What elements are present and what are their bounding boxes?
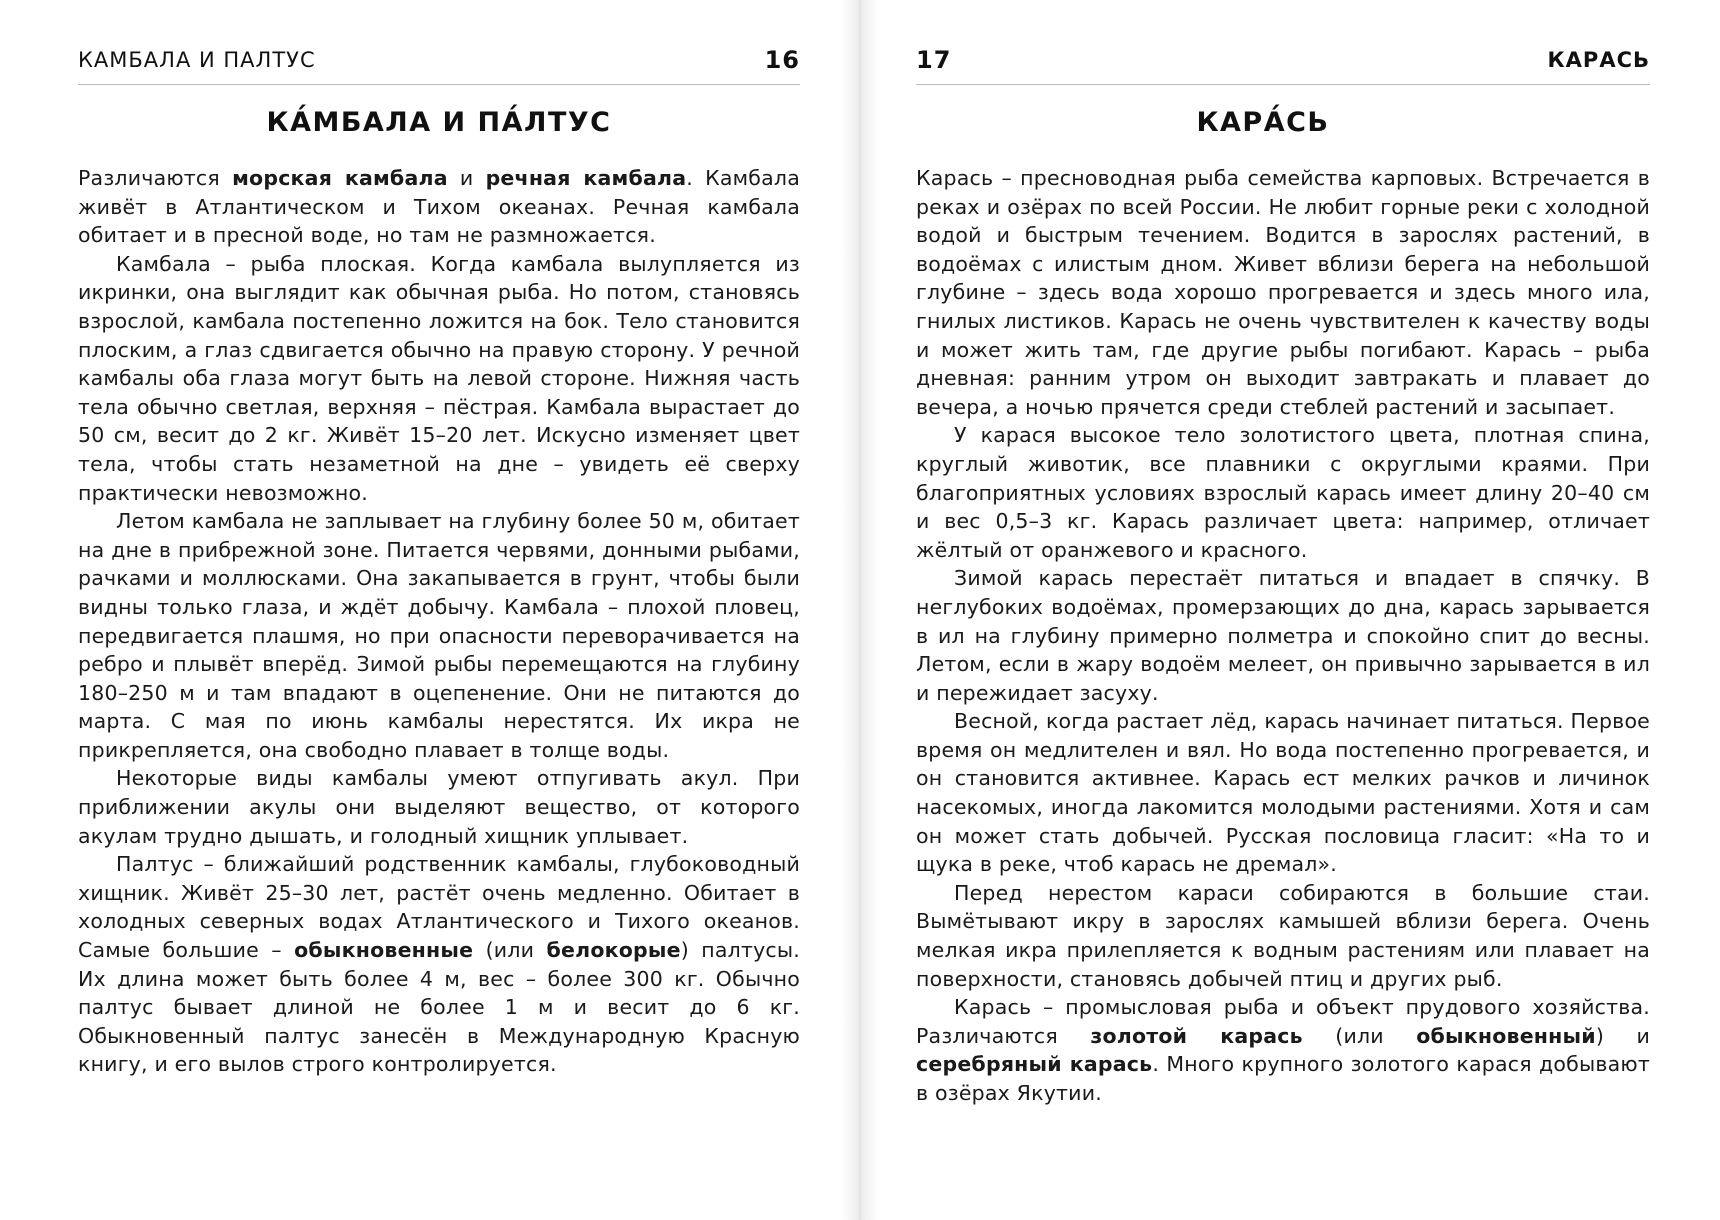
paragraph <box>916 879 1650 993</box>
bold-term: речная камбала <box>485 166 687 190</box>
text-run: У карася высокое тело золотистого цвета, плотная спина, круглый животик, все плавники с округлыми краями. При благоприятных условиях взрослый карась имеет длину 20–40 см и вес 0,5–3 кг. Карась различает цвета: например, отличает жёлтый от оранжевого и красного. <box>916 423 1650 562</box>
text-run: (или <box>1302 1023 1417 1048</box>
paragraph <box>916 164 1650 421</box>
right-page <box>860 0 1720 1220</box>
right-article-title: КАРА́СЬ <box>1196 107 1330 138</box>
text-run: . Камбала живёт в Атлантическом и Тихом океанах. Речная камбала обитает и в пресной воде, но там не размножается. <box>78 166 800 248</box>
text-run: Различаются <box>78 166 233 190</box>
bold-term: серебряный карась <box>916 1052 1153 1077</box>
left-header-rule <box>78 84 800 85</box>
paragraph <box>916 993 1650 1107</box>
right-running-title: КАРАСЬ <box>1547 48 1650 72</box>
left-running-head <box>78 42 800 78</box>
paragraph <box>916 707 1650 879</box>
bold-term: белокорые <box>546 938 681 963</box>
right-header-rule <box>916 84 1650 85</box>
paragraph <box>78 764 800 850</box>
right-page-number: 17 <box>916 46 952 74</box>
text-run: Зимой карась перестаёт питаться и впадает в спячку. В неглубоких водоёмах, промерзающих до дна, карась зарывается в ил на глубину примерно полметра и спокойно спит до весны. Летом, если в жару водоём мелеет, он привычно зарывается в ил и пережидает засуху. <box>916 566 1650 705</box>
bold-term: обыкновенные <box>294 938 474 963</box>
paragraph <box>916 564 1650 707</box>
bold-term: обыкновенный <box>1416 1023 1596 1048</box>
right-running-head <box>916 42 1650 78</box>
text-run: Летом камбала не заплывает на глубину более 50 м, обитает на дне в прибрежной зоне. Питается червями, донными рыбами, рачками и моллюсками. Она закапывается в грунт, чтобы были видны только глаза, и ждёт добычу. Камбала – плохой пловец, передвигается плашмя, но при опасности переворачивается на ребро и плывёт вперёд. Зимой рыбы перемещаются на глубину 180–250 м и там впадают в оцепенение. Они не питаются до марта. С мая по июнь камбалы нерестятся. Их икра не прикрепляется, она свободно плавает в толще воды. <box>78 509 800 762</box>
text-run: Весной, когда растает лёд, карась начинает питаться. Первое время он медлителен и вял. Но вода постепенно прогревается, и он становится активнее. Карась ест мелких рачков и личинок насекомых, иногда лакомится молодыми растениями. Хотя и сам он может стать добычей. Русская пословица гласит: «На то и щука в реке, чтоб карась не дремал». <box>916 709 1650 877</box>
text-run: Перед нерестом караси собираются в большие стаи. Вымётывают икру в зарослях камышей вблизи берега. Очень мелкая икра прилепляется к водным растениям или плавает на поверхности, становясь добычей птиц и других рыб. <box>916 880 1650 991</box>
text-run: Некоторые виды камбалы умеют отпугивать акул. При приближении акулы они выделяют вещество, от которого акулам трудно дышать, и голодный хищник уплывает. <box>78 766 800 848</box>
paragraph <box>78 164 800 250</box>
text-run: ) и <box>1595 1023 1650 1048</box>
left-running-title: КАМБАЛА И ПАЛТУС <box>78 48 316 72</box>
bold-term: морская камбала <box>232 166 448 190</box>
right-article-body <box>916 164 1650 1108</box>
text-run: Камбала – рыба плоская. Когда камбала вылупляется из икринки, она выглядит как обычная рыба. Но потом, становясь взрослой, камбала постепенно ложится на бок. Тело становится плоским, а глаз сдвигается обычно на правую сторону. У речной камбалы оба глаза могут быть на левой стороне. Нижняя часть тела обычно светлая, верхняя – пёстрая. Камбала вырастает до 50 см, весит до 2 кг. Живёт 15–20 лет. Искусно изменяет цвет тела, чтобы стать незаметной на дне – увидеть её сверху практически невозможно. <box>78 251 800 505</box>
paragraph <box>78 250 800 507</box>
paragraph <box>916 421 1650 564</box>
paragraph <box>78 850 800 1079</box>
left-article-title: КА́МБАЛА И ПА́ЛТУС <box>266 107 612 138</box>
left-page-number: 16 <box>764 46 800 74</box>
text-run: Палтус – ближайший родственник камбалы, глубоководный хищник. Живёт 25–30 лет, растёт очень медленно. Обитает в холодных северных водах Атлантического и Тихого океанов. Самые большие – <box>78 852 800 963</box>
text-run: Карась – промысловая рыба и объект прудового хозяйства. Различаются <box>916 995 1650 1048</box>
text-run: (или <box>473 938 547 963</box>
text-run: и <box>447 166 486 190</box>
left-article-body <box>78 164 800 1079</box>
text-run: Карась – пресноводная рыба семейства карповых. Встречается в реках и озёрах по всей России. Не любит горные реки с холодной водой и быстрым течением. Водится в зарослях растений, в водоёмах с илистым дном. Живет вблизи берега на небольшой глубине – здесь вода хорошо прогревается и здесь много ила, гнилых листиков. Карась не очень чувствителен к качеству воды и может жить там, где другие рыбы погибают. Карась – рыба дневная: ранним утром он выходит завтракать и плавает до вечера, а ночью прячется среди стеблей растений и засыпает. <box>916 166 1650 419</box>
bold-term: золотой карась <box>1090 1023 1303 1048</box>
paragraph <box>78 507 800 764</box>
text-run: ) палтусы. Их длина может быть более 4 м, вес – более 300 кг. Обычно палтус бывает длиной не более 1 м и весит до 6 кг. Обыкновенный палтус занесён в Международную Красную книгу, и его вылов строго контролируется. <box>78 938 800 1077</box>
text-run: . Много крупного золотого карася добывают в озёрах Якутии. <box>916 1052 1650 1105</box>
